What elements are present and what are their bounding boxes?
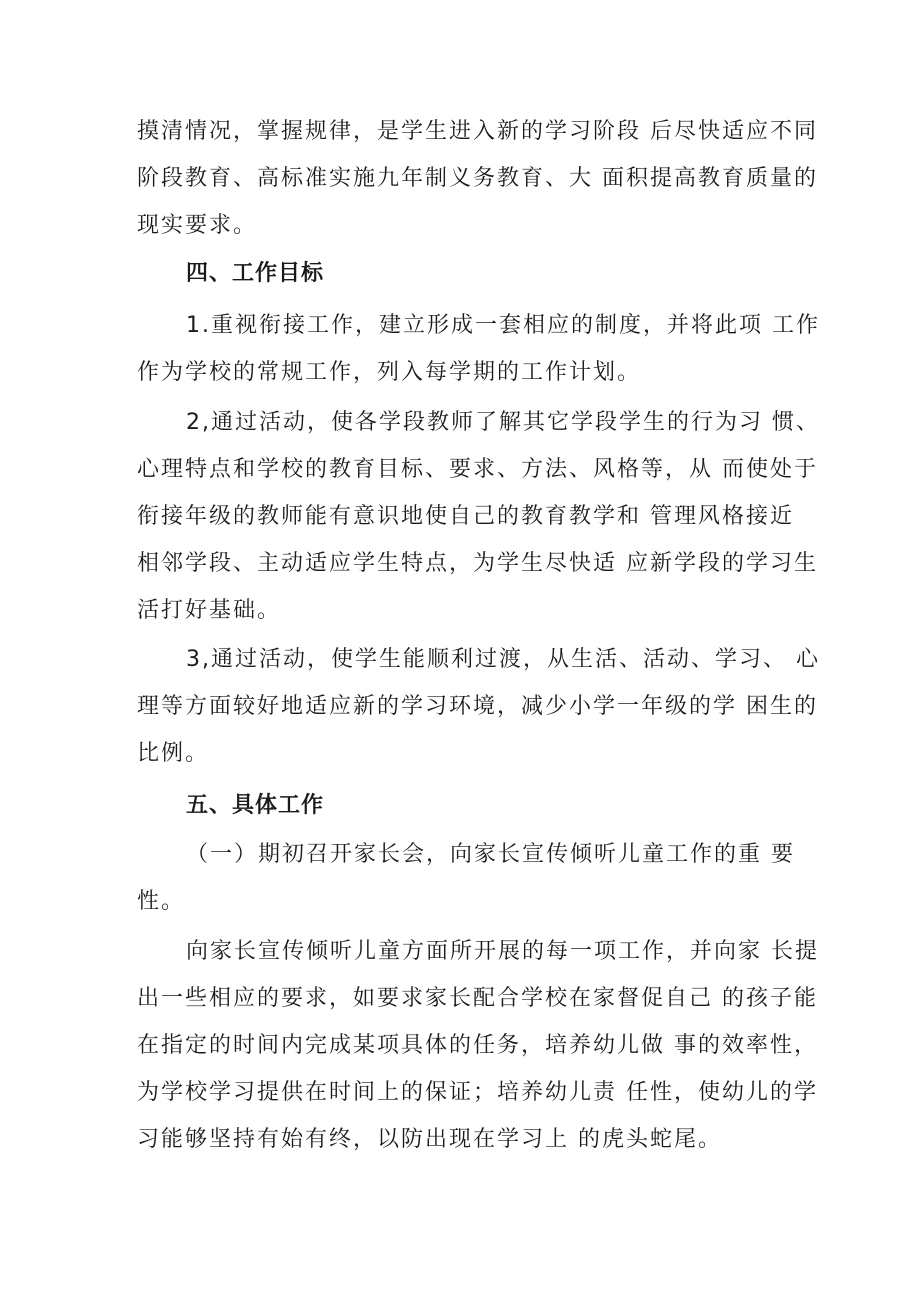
text-line: 相邻学段、主动适应学生特点，为学生尽快适 应新学段的学习生 (137, 551, 818, 576)
text-line: 心理特点和学校的教育目标、要求、方法、风格等，从 而使处于 (137, 457, 818, 482)
text-line: 习能够坚持有始有终，以防出现在学习上 的虎头蛇尾。 (137, 1127, 722, 1152)
text-line: （一）期初召开家长会，向家长宣传倾听儿童工作的重 要 (186, 842, 795, 867)
text-line: 3,通过活动，使学生能顺利过渡，从生活、活动、学习、 心 (186, 647, 820, 672)
section-heading-work: 五、具体工作 (186, 793, 325, 818)
text-line: 比例。 (137, 741, 210, 766)
text-line: 活打好基础。 (137, 598, 282, 623)
text-line: 性。 (137, 889, 186, 914)
text-line: 向家长宣传倾听儿童方面所开展的每一项工作，并向家 长提 (186, 939, 819, 964)
text-line: 现实要求。 (137, 213, 258, 238)
text-line: 为学校学习提供在时间上的保证；培养幼儿责 任性，使幼儿的学 (137, 1080, 818, 1105)
text-line: 作为学校的常规工作，列入每学期的工作计划。 (137, 360, 642, 385)
section-heading-goals: 四、工作目标 (186, 261, 325, 286)
text-line: 出一些相应的要求，如要求家长配合学校在家督促自己 的孩子能 (137, 986, 818, 1011)
text-line: 衔接年级的教师能有意识地使自己的教育教学和 管理风格接近 (137, 504, 794, 529)
text-line: 阶段教育、高标准实施九年制义务教育、大 面积提高教育质量的 (137, 166, 818, 191)
text-line: 1.重视衔接工作，建立形成一套相应的制度，并将此项 工作 (186, 313, 820, 338)
text-line: 理等方面较好地适应新的学习环境，减少小学一年级的学 困生的 (137, 694, 818, 719)
text-line: 在指定的时间内完成某项具体的任务，培养幼儿做 事的效率性， (137, 1033, 818, 1058)
text-line: 2,通过活动，使各学段教师了解其它学段学生的行为习 惯、 (186, 410, 820, 435)
text-line: 摸清情况，掌握规律，是学生进入新的学习阶段 后尽快适应不同 (137, 119, 818, 144)
